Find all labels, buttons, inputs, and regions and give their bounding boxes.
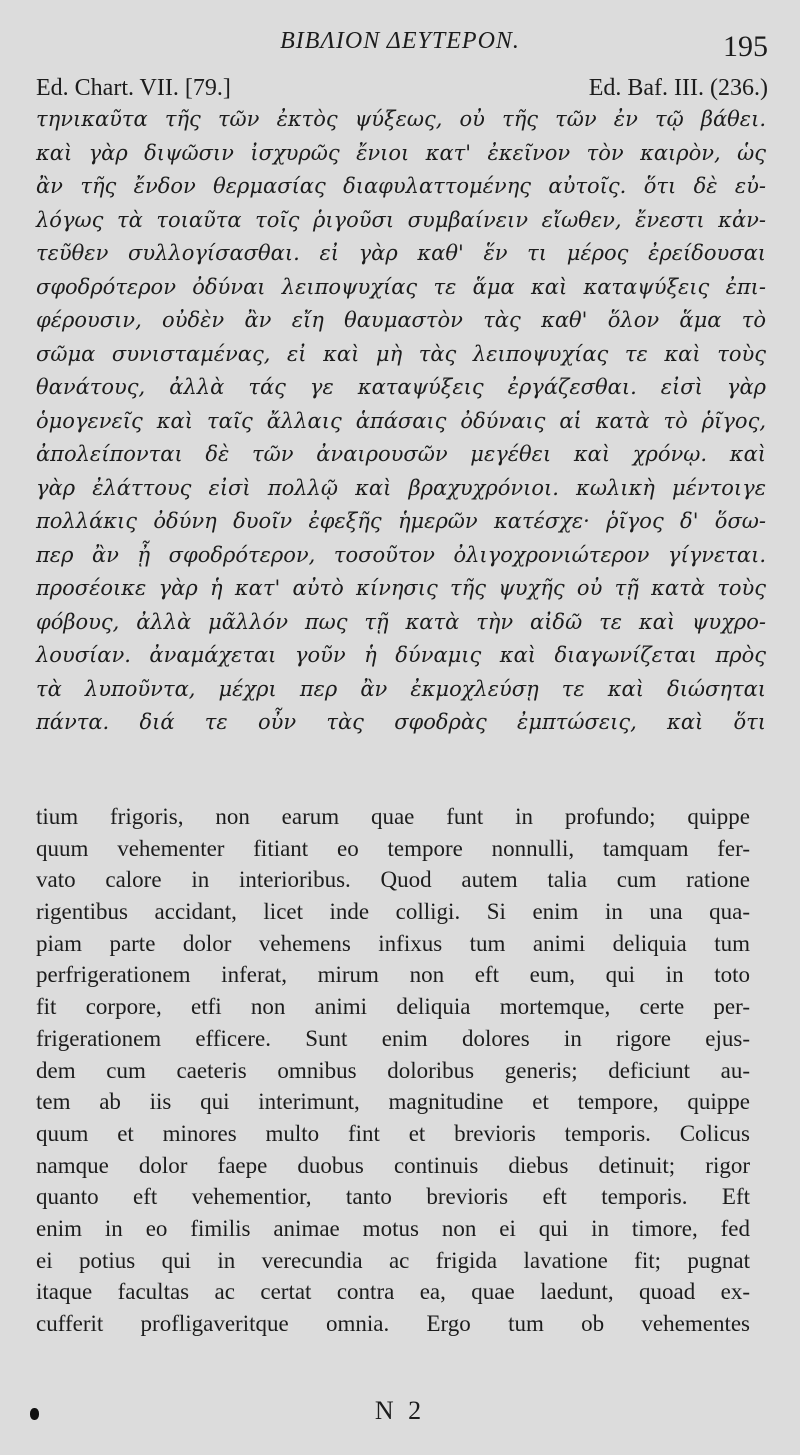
greek-text-line: προσέοικε γὰρ ἡ κατ' αὐτὸ κίνησις τῆς ψυχῆς οὐ τῇ κατὰ τοὺς	[36, 576, 766, 600]
page-number: 195	[723, 30, 768, 63]
latin-text-line: tium frigoris, non earum quae funt in profundo; quippe	[36, 804, 750, 829]
greek-text-line: φόβους, ἀλλὰ μᾶλλόν πως τῇ κατὰ τὴν αἰδῶ τε καὶ ψυχρο-	[36, 609, 766, 634]
greek-text-line: σῶμα συνισταμένας, εἰ καὶ μὴ τὰς λειποψυχίας τε καὶ τοὺς	[36, 341, 766, 366]
latin-text-block	[36, 801, 750, 1340]
greek-text-block	[36, 103, 766, 740]
greek-text-line: ὁμογενεῖς καὶ ταῖς ἄλλαις ἁπάσαις ὀδύναις αἱ κατὰ τὸ ῥῖγος,	[36, 408, 766, 433]
signature-mark: N 2	[374, 1396, 426, 1425]
latin-text-line: tem ab iis qui interimunt, magnitudine et tempore, quippe	[36, 1089, 750, 1115]
latin-text-line: fit corpore, etfi non animi deliquia mortemque, certe per-	[36, 994, 750, 1020]
latin-text-line: perfrigerationem inferat, mirum non eft eum, qui in toto	[36, 962, 750, 988]
latin-text-line: namque dolor faepe duobus continuis diebus detinuit; rigor	[36, 1152, 750, 1178]
greek-text-line: σφοδρότερον ὀδύναι λειποψυχίας τε ἅμα καὶ καταψύξεις ἐπι-	[36, 274, 766, 299]
latin-text-line: ei potius qui in verecundia ac frigida lavatione fit; pugnat	[36, 1247, 750, 1273]
latin-text-line: quanto eft vehementior, tanto brevioris eft temporis. Eft	[36, 1184, 750, 1210]
greek-text-line: λόγως τὰ τοιαῦτα τοῖς ῥιγοῦσι συμβαίνειν εἴωθεν, ἔνεστι κἀν-	[36, 207, 766, 232]
latin-text-line: frigerationem efficere. Sunt enim dolores in rigore ejus-	[36, 1025, 750, 1051]
latin-text-line: rigentibus accidant, licet inde colligi. Si enim in una qua-	[36, 899, 750, 925]
running-head: ΒΙΒΛΙΟΝ ΔΕΥΤΕΡΟΝ.	[280, 28, 520, 54]
latin-text-line: enim in eo fimilis animae motus non ei qui in timore, fed	[36, 1215, 750, 1241]
latin-text-line: vato calore in interioribus. Quod autem talia cum ratione	[36, 867, 750, 893]
edition-reference-basel: Ed. Baf. III. (236.)	[588, 75, 768, 101]
greek-text-line: πολλάκις ὀδύνη δυοῖν ἐφεξῆς ἡμερῶν κατέσχε· ῥῖγος δ' ὅσω-	[36, 509, 766, 533]
latin-text-line: quum et minores multo fint et brevioris temporis. Colicus	[36, 1120, 750, 1146]
latin-text-line: piam parte dolor vehemens infixus tum animi deliquia tum	[36, 930, 750, 956]
greek-text-line: γὰρ ἐλάττους εἰσὶ πολλῷ καὶ βραχυχρόνιοι. κωλικὴ μέντοιγε	[36, 475, 766, 500]
greek-text-line: τεῦθεν συλλογίσασθαι. εἰ γὰρ καθ' ἕν τι μέρος ἐρείδουσαι	[36, 241, 766, 265]
latin-text-line: cufferit profligaveritque omnia. Ergo tum ob vehementes	[36, 1311, 750, 1336]
greek-text-line: θανάτους, ἀλλὰ τάς γε καταψύξεις ἐργάζεσθαι. εἰσὶ γὰρ	[36, 375, 766, 399]
latin-text-line: itaque facultas ac certat contra ea, quae laedunt, quoad ex-	[36, 1279, 750, 1305]
greek-text-line: λουσίαν. ἀναμάχεται γοῦν ἡ δύναμις καὶ διαγωνίζεται πρὸς	[36, 643, 766, 667]
greek-text-line: ἂν τῆς ἔνδον θερμασίας διαφυλαττομένης αὐτοῖς. ὅτι δὲ εὐ-	[36, 174, 766, 198]
edition-reference-chartier: Ed. Chart. VII. [79.]	[36, 75, 231, 101]
greek-text-line: τὰ λυποῦντα, μέχρι περ ἂν ἐκμοχλεύσῃ τε καὶ διώσηται	[36, 676, 766, 701]
latin-text-line: dem cum caeteris omnibus doloribus generis; deficiunt au-	[36, 1057, 750, 1083]
greek-text-line: φέρουσιν, οὐδὲν ἂν εἴη θαυμαστὸν τὰς καθ' ὅλον ἅμα τὸ	[36, 308, 766, 332]
greek-text-line: ἀπολείπονται δὲ τῶν ἀναιρουσῶν μεγέθει καὶ χρόνῳ. καὶ	[36, 442, 766, 466]
greek-text-line: πάντα. διά τε οὖν τὰς σφοδρὰς ἐμπτώσεις, καὶ ὅτι	[36, 710, 766, 734]
greek-text-line: περ ἂν ᾖ σφοδρότερον, τοσοῦτον ὀλιγοχρονιώτερον γίγνεται.	[36, 542, 766, 567]
latin-text-line: quum vehementer fitiant eo tempore nonnulli, tamquam fer-	[36, 835, 750, 861]
greek-text-line: τηνικαῦτα τῆς τῶν ἐκτὸς ψύξεως, οὐ τῆς τῶν ἐν τῷ βάθει.	[36, 107, 766, 131]
greek-text-line: καὶ γὰρ διψῶσιν ἰσχυρῶς ἔνιοι κατ' ἐκεῖνον τὸν καιρὸν, ὡς	[36, 140, 766, 165]
